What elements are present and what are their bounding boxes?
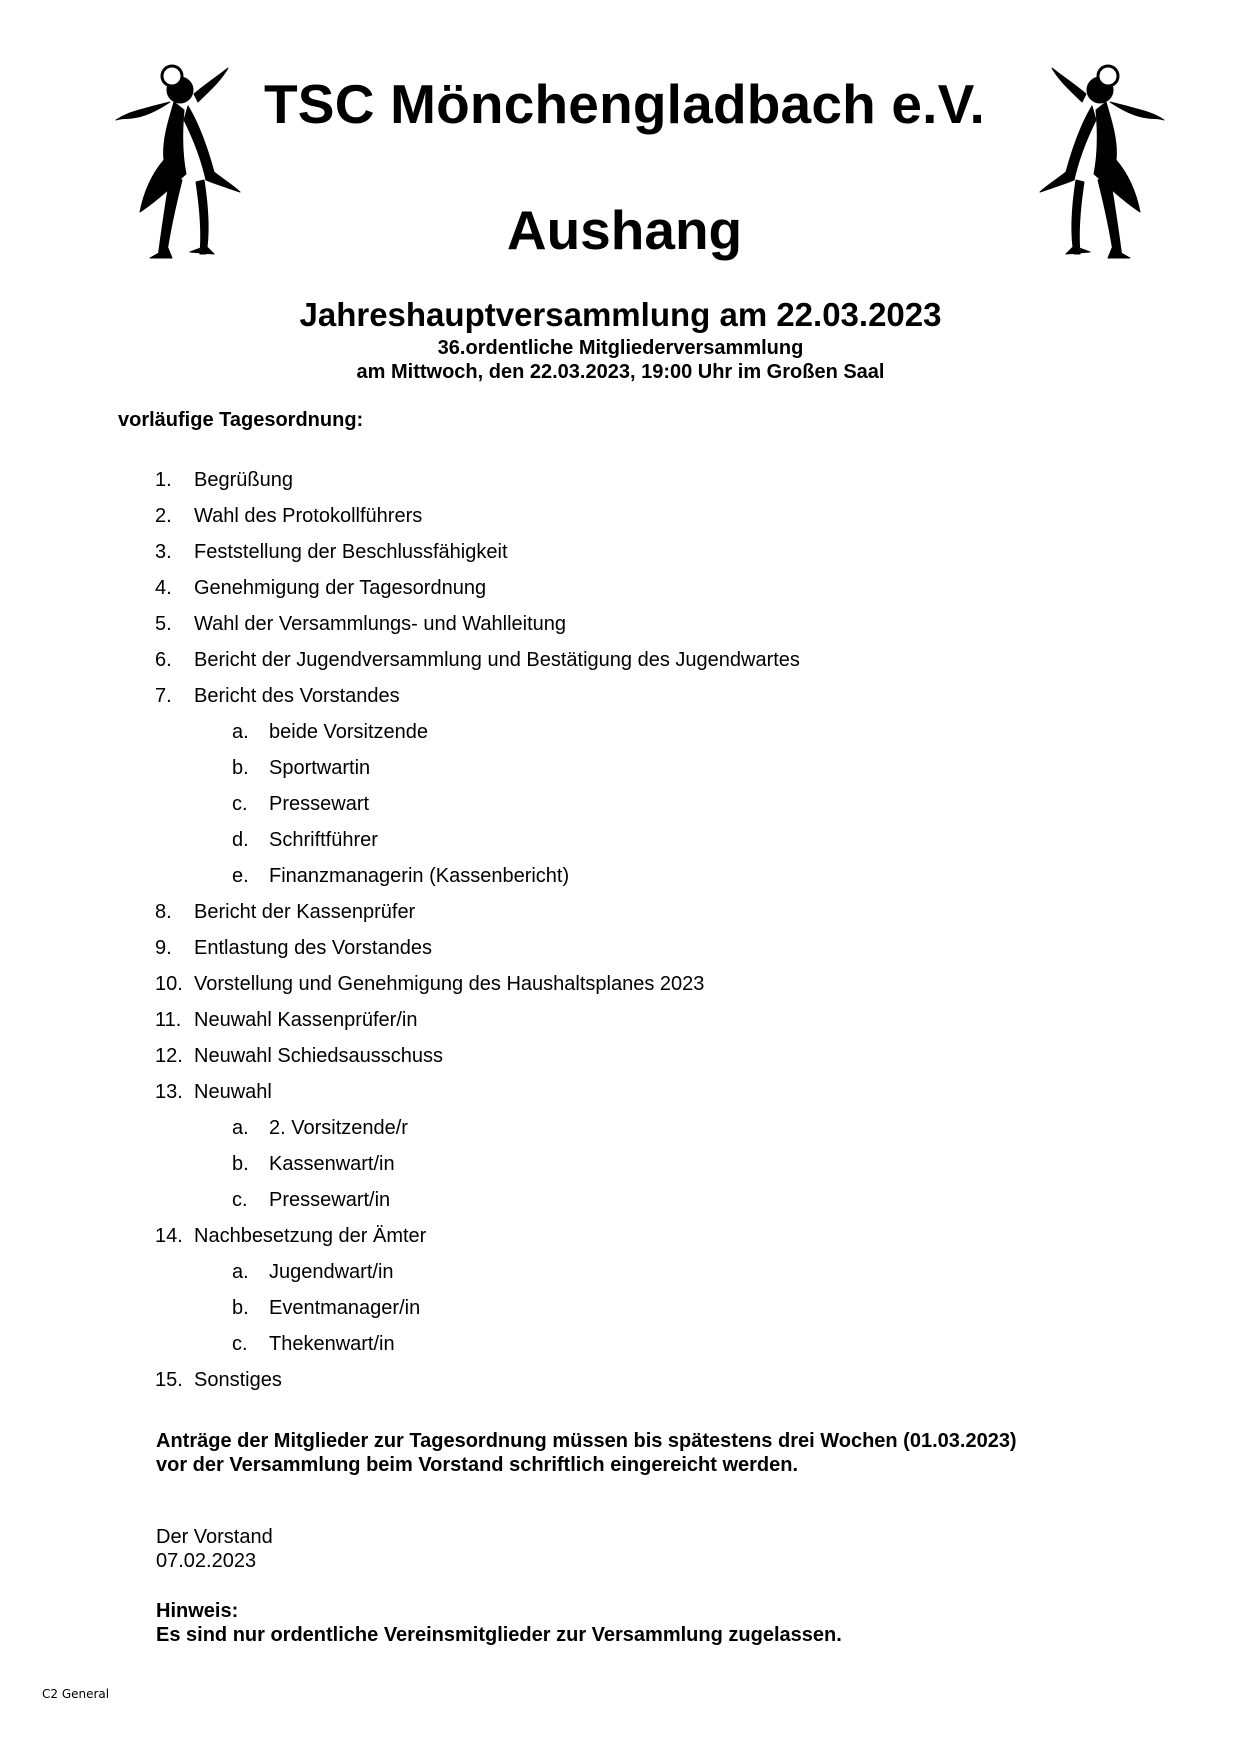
agenda-item-text: Wahl des Protokollführers <box>194 505 423 527</box>
agenda-subitem-letter: b. <box>232 1153 249 1175</box>
agenda-item-number: 3. <box>155 541 172 563</box>
agenda-item-number: 11. <box>155 1009 182 1031</box>
agenda-subitem-text: Jugendwart/in <box>269 1261 394 1283</box>
agenda-item-text: Genehmigung der Tagesordnung <box>194 577 487 599</box>
agenda-item-number: 5. <box>155 613 172 635</box>
hint-text: Es sind nur ordentliche Vereinsmitglieder zur Versammlung zugelassen. <box>156 1624 842 1646</box>
agenda-subitem-letter: c. <box>232 1189 248 1211</box>
agenda-item-text: Bericht der Jugendversammlung und Bestätigung des Jugendwartes <box>194 649 800 671</box>
agenda-subitem-text: Finanzmanagerin (Kassenbericht) <box>269 865 570 887</box>
agenda-subitem-text: Thekenwart/in <box>269 1333 395 1355</box>
agenda-subitem-letter: e. <box>232 865 249 887</box>
agenda-subitem-letter: d. <box>232 829 249 851</box>
agenda-item-number: 12. <box>155 1045 183 1067</box>
agenda-subitem-text: Schriftführer <box>269 829 378 851</box>
meeting-title: Jahreshauptversammlung am 22.03.2023 <box>299 296 942 333</box>
agenda-heading: vorläufige Tagesordnung: <box>118 409 364 431</box>
agenda-item-number: 9. <box>155 937 172 959</box>
agenda-item-number: 13. <box>155 1081 183 1103</box>
agenda-item-text: Neuwahl Schiedsausschuss <box>194 1045 444 1067</box>
agenda-item-number: 10. <box>155 973 183 995</box>
agenda-subitem-text: beide Vorsitzende <box>269 721 429 743</box>
hint-label: Hinweis: <box>156 1600 239 1622</box>
classification-label: C2 General <box>42 1687 110 1701</box>
notice-line: vor der Versammlung beim Vorstand schriftlich eingereicht werden. <box>156 1454 799 1476</box>
hint-block <box>156 1599 842 1647</box>
agenda-item-text: Sonstiges <box>194 1369 282 1391</box>
agenda-subitem-letter: c. <box>232 793 248 815</box>
agenda-item-text: Nachbesetzung der Ämter <box>194 1225 427 1247</box>
agenda-item-text: Entlastung des Vorstandes <box>194 937 432 959</box>
agenda-item-number: 8. <box>155 901 172 923</box>
meeting-subtitle: 36.ordentliche Mitgliederversammlung <box>437 337 804 359</box>
submission-notice <box>156 1429 1017 1477</box>
agenda-item-text: Vorstellung und Genehmigung des Haushaltsplanes 2023 <box>194 973 705 995</box>
signature-block <box>156 1525 273 1573</box>
agenda-item-number: 1. <box>155 469 172 491</box>
agenda-item-text: Feststellung der Beschlussfähigkeit <box>194 541 508 563</box>
agenda-item-text: Bericht des Vorstandes <box>194 685 400 707</box>
agenda-subitem-text: Pressewart <box>269 793 370 815</box>
agenda-item-text: Wahl der Versammlungs- und Wahlleitung <box>194 613 567 635</box>
agenda-item-text: Begrüßung <box>194 469 293 491</box>
agenda-subitem-text: Kassenwart/in <box>269 1153 395 1175</box>
agenda-item-number: 15. <box>155 1369 183 1391</box>
agenda-item-text: Neuwahl <box>194 1081 272 1103</box>
agenda-subitem-letter: b. <box>232 1297 249 1319</box>
meeting-details: am Mittwoch, den 22.03.2023, 19:00 Uhr im Großen Saal <box>356 361 885 383</box>
agenda-subitem-text: Pressewart/in <box>269 1189 391 1211</box>
agenda-subitem-text: Sportwartin <box>269 757 371 779</box>
agenda-subitem-text: 2. Vorsitzende/r <box>269 1117 408 1139</box>
agenda-item-number: 14. <box>155 1225 183 1247</box>
signature-date: 07.02.2023 <box>156 1550 257 1572</box>
agenda-subitem-letter: a. <box>232 1261 249 1283</box>
notice-line: Anträge der Mitglieder zur Tagesordnung müssen bis spätestens drei Wochen (01.03.2023) <box>156 1430 1017 1452</box>
agenda-subitem-letter: b. <box>232 757 249 779</box>
agenda-item-number: 6. <box>155 649 172 671</box>
agenda-subitem-text: Eventmanager/in <box>269 1297 421 1319</box>
agenda-item-number: 2. <box>155 505 172 527</box>
club-name: TSC Mönchengladbach e.V. <box>264 73 985 135</box>
document-type: Aushang <box>506 199 743 261</box>
agenda-item-text: Bericht der Kassenprüfer <box>194 901 416 923</box>
agenda-item-number: 4. <box>155 577 172 599</box>
agenda-subitem-letter: a. <box>232 1117 249 1139</box>
signature-author: Der Vorstand <box>156 1526 273 1548</box>
agenda-item-text: Neuwahl Kassenprüfer/in <box>194 1009 418 1031</box>
agenda-subitem-letter: a. <box>232 721 249 743</box>
agenda-subitem-letter: c. <box>232 1333 248 1355</box>
agenda-item-number: 7. <box>155 685 172 707</box>
